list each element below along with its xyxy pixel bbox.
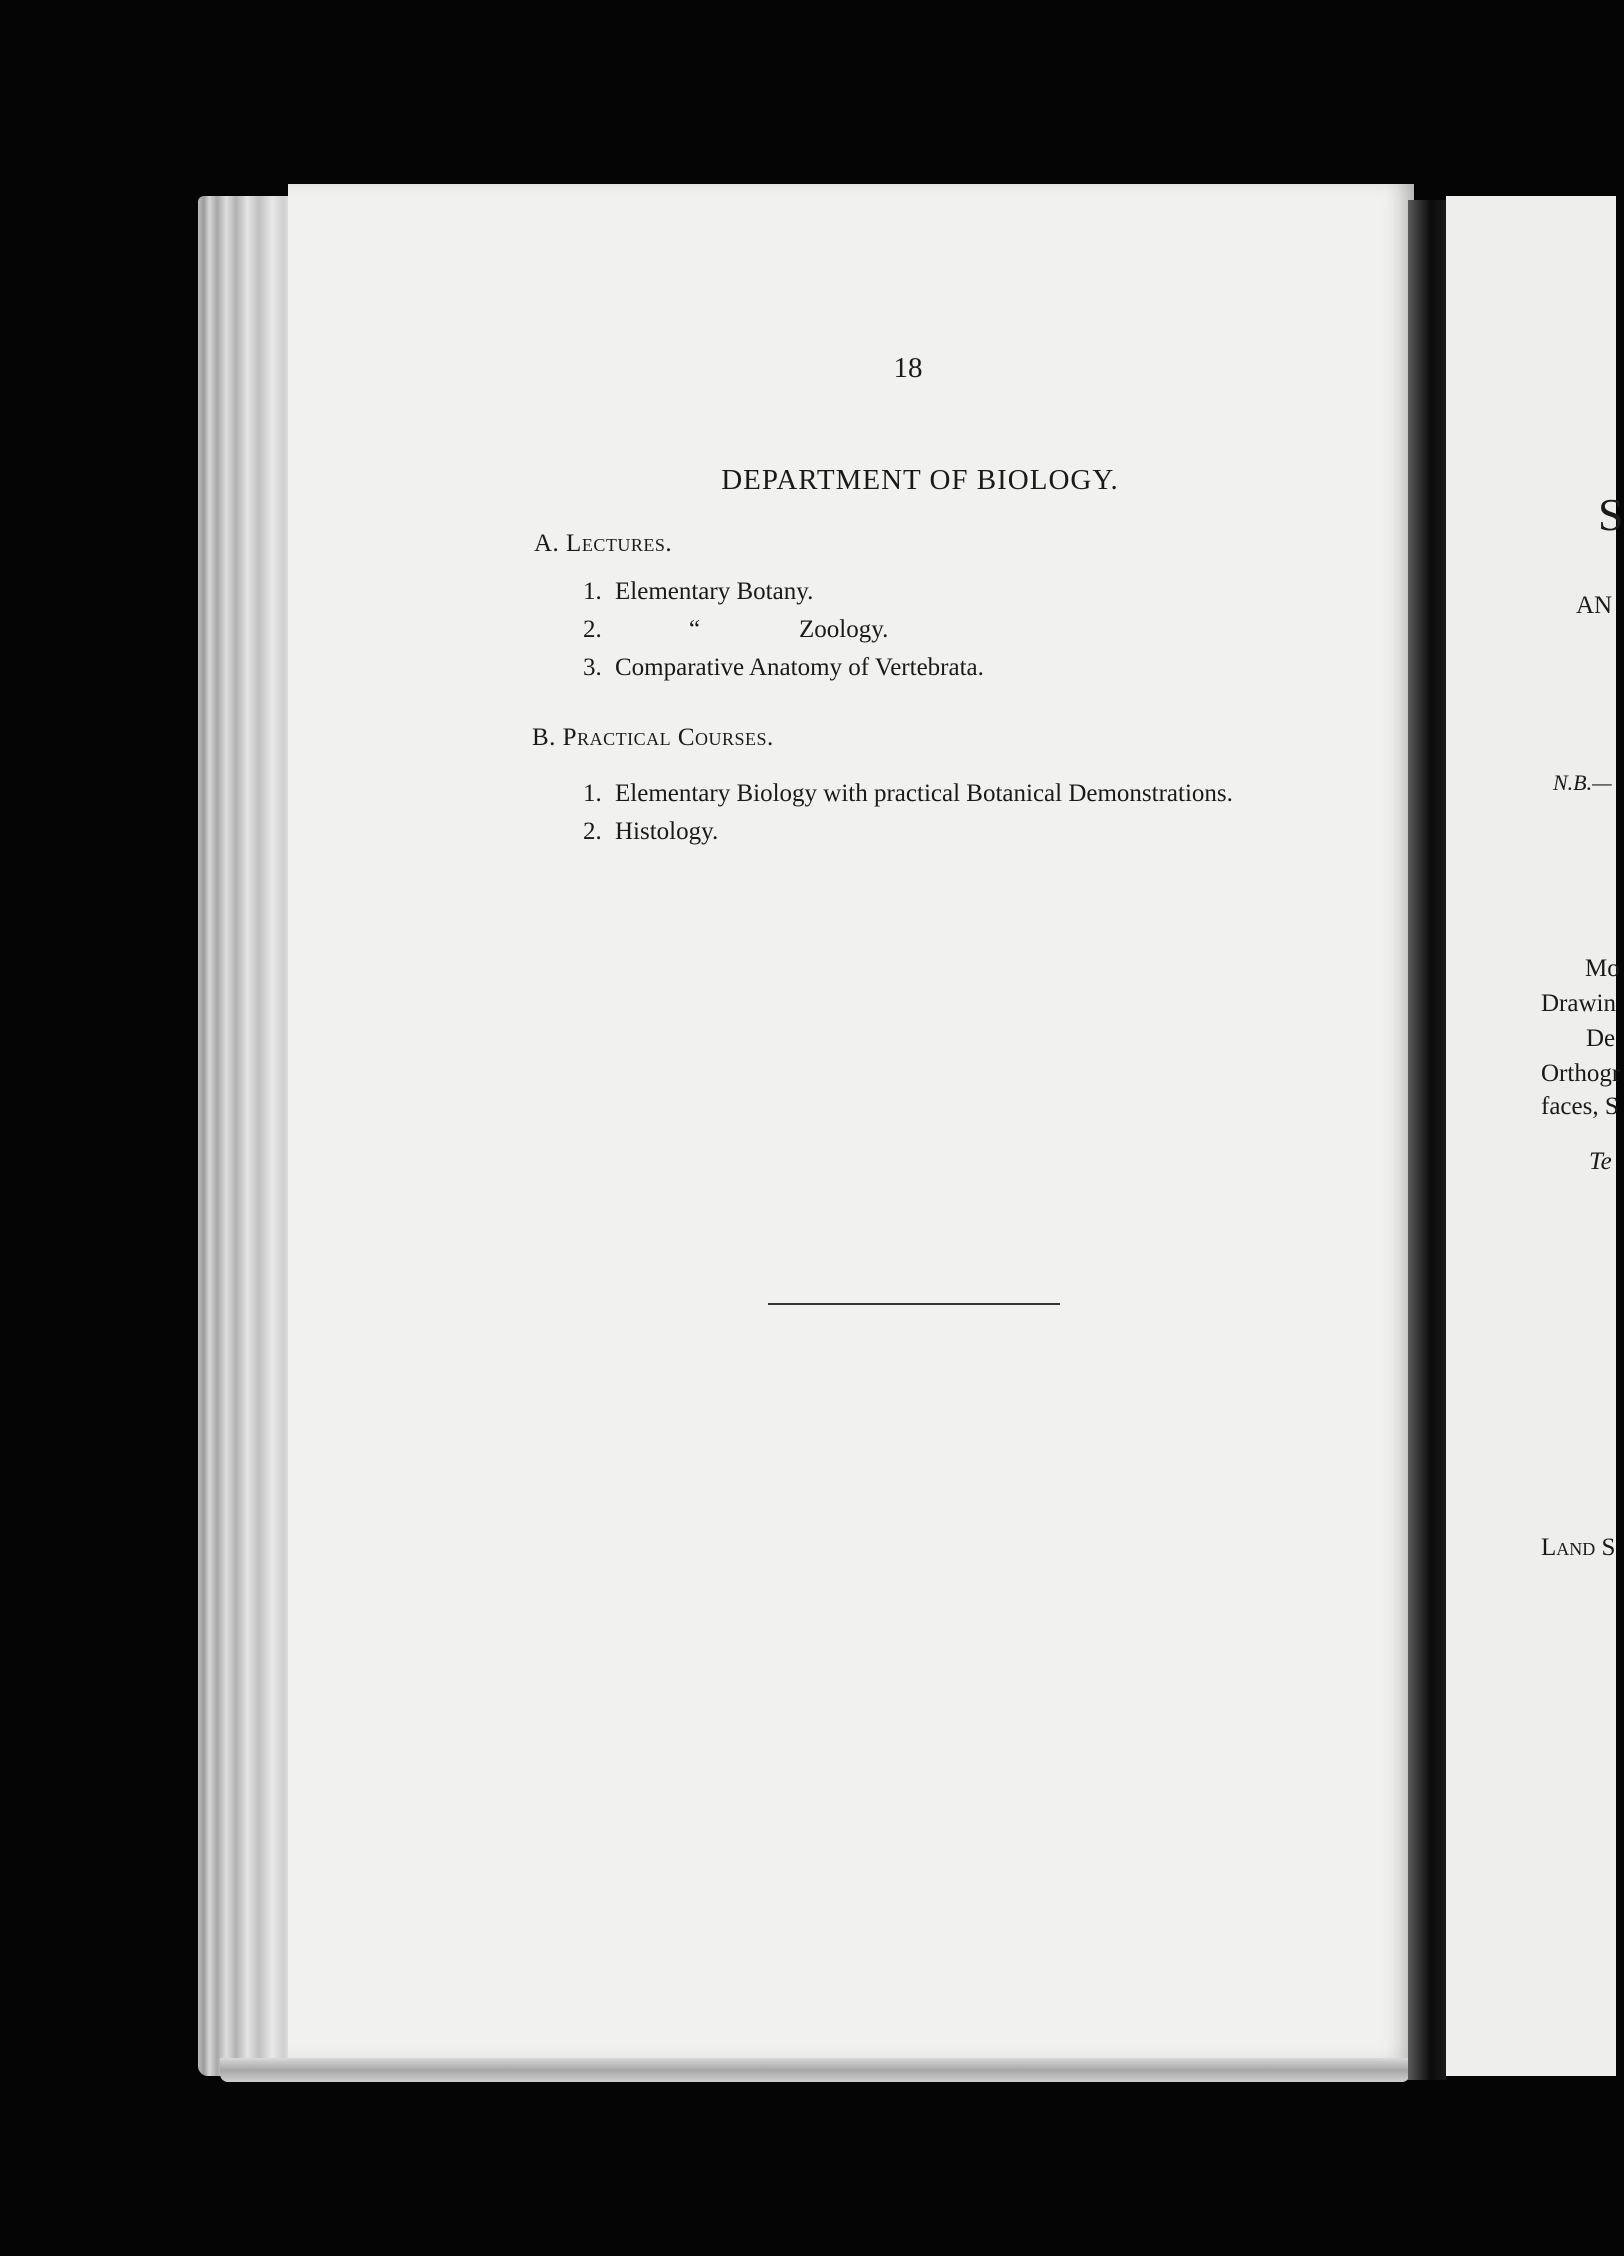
item-text: Histology.: [615, 818, 719, 845]
book-gutter: [1408, 200, 1446, 2080]
list-item: [583, 578, 813, 606]
right-page-fragment-de: De: [1586, 1025, 1616, 1052]
item-number: 2.: [583, 818, 602, 845]
right-page-fragment-land: Land S: [1541, 1534, 1616, 1561]
section-heading-practical-courses: B. Practical Courses.: [532, 724, 774, 751]
list-item: [583, 616, 888, 644]
page-number: 18: [893, 352, 923, 384]
item-text: Elementary Botany.: [615, 578, 814, 605]
right-page-fragment-orthog: Orthogr: [1541, 1060, 1621, 1087]
list-item: [583, 780, 1233, 808]
right-page: [1446, 196, 1624, 2076]
list-item: [583, 654, 984, 682]
item-text: Zoology.: [799, 616, 889, 643]
item-number: 3.: [583, 654, 602, 681]
right-page-fragment-an: AN: [1576, 592, 1613, 619]
item-text: Elementary Biology with practical Botanical Demonstrations.: [615, 780, 1233, 807]
book-bottom-edge: [220, 2058, 1410, 2082]
list-item: [583, 818, 718, 846]
item-number: 2.: [583, 616, 602, 643]
item-number: 1.: [583, 780, 602, 807]
right-page-fragment-drawin: Drawin: [1541, 990, 1616, 1017]
department-title: DEPARTMENT OF BIOLOGY.: [721, 464, 1119, 496]
book-page-edges: [198, 196, 293, 2076]
section-divider-rule: [768, 1303, 1060, 1305]
item-number: 1.: [583, 578, 602, 605]
right-page-large-letter: S: [1598, 489, 1624, 540]
section-heading-lectures: A. Lectures.: [534, 530, 673, 557]
right-page-fragment-faces: faces, S: [1541, 1093, 1619, 1120]
item-text: Comparative Anatomy of Vertebrata.: [615, 654, 984, 681]
ditto-mark: “: [689, 616, 701, 643]
right-page-fragment-mo: Mo: [1585, 955, 1620, 982]
right-page-fragment-nb: N.B.—: [1553, 770, 1612, 795]
right-page-fragment-te: Te: [1589, 1148, 1612, 1175]
